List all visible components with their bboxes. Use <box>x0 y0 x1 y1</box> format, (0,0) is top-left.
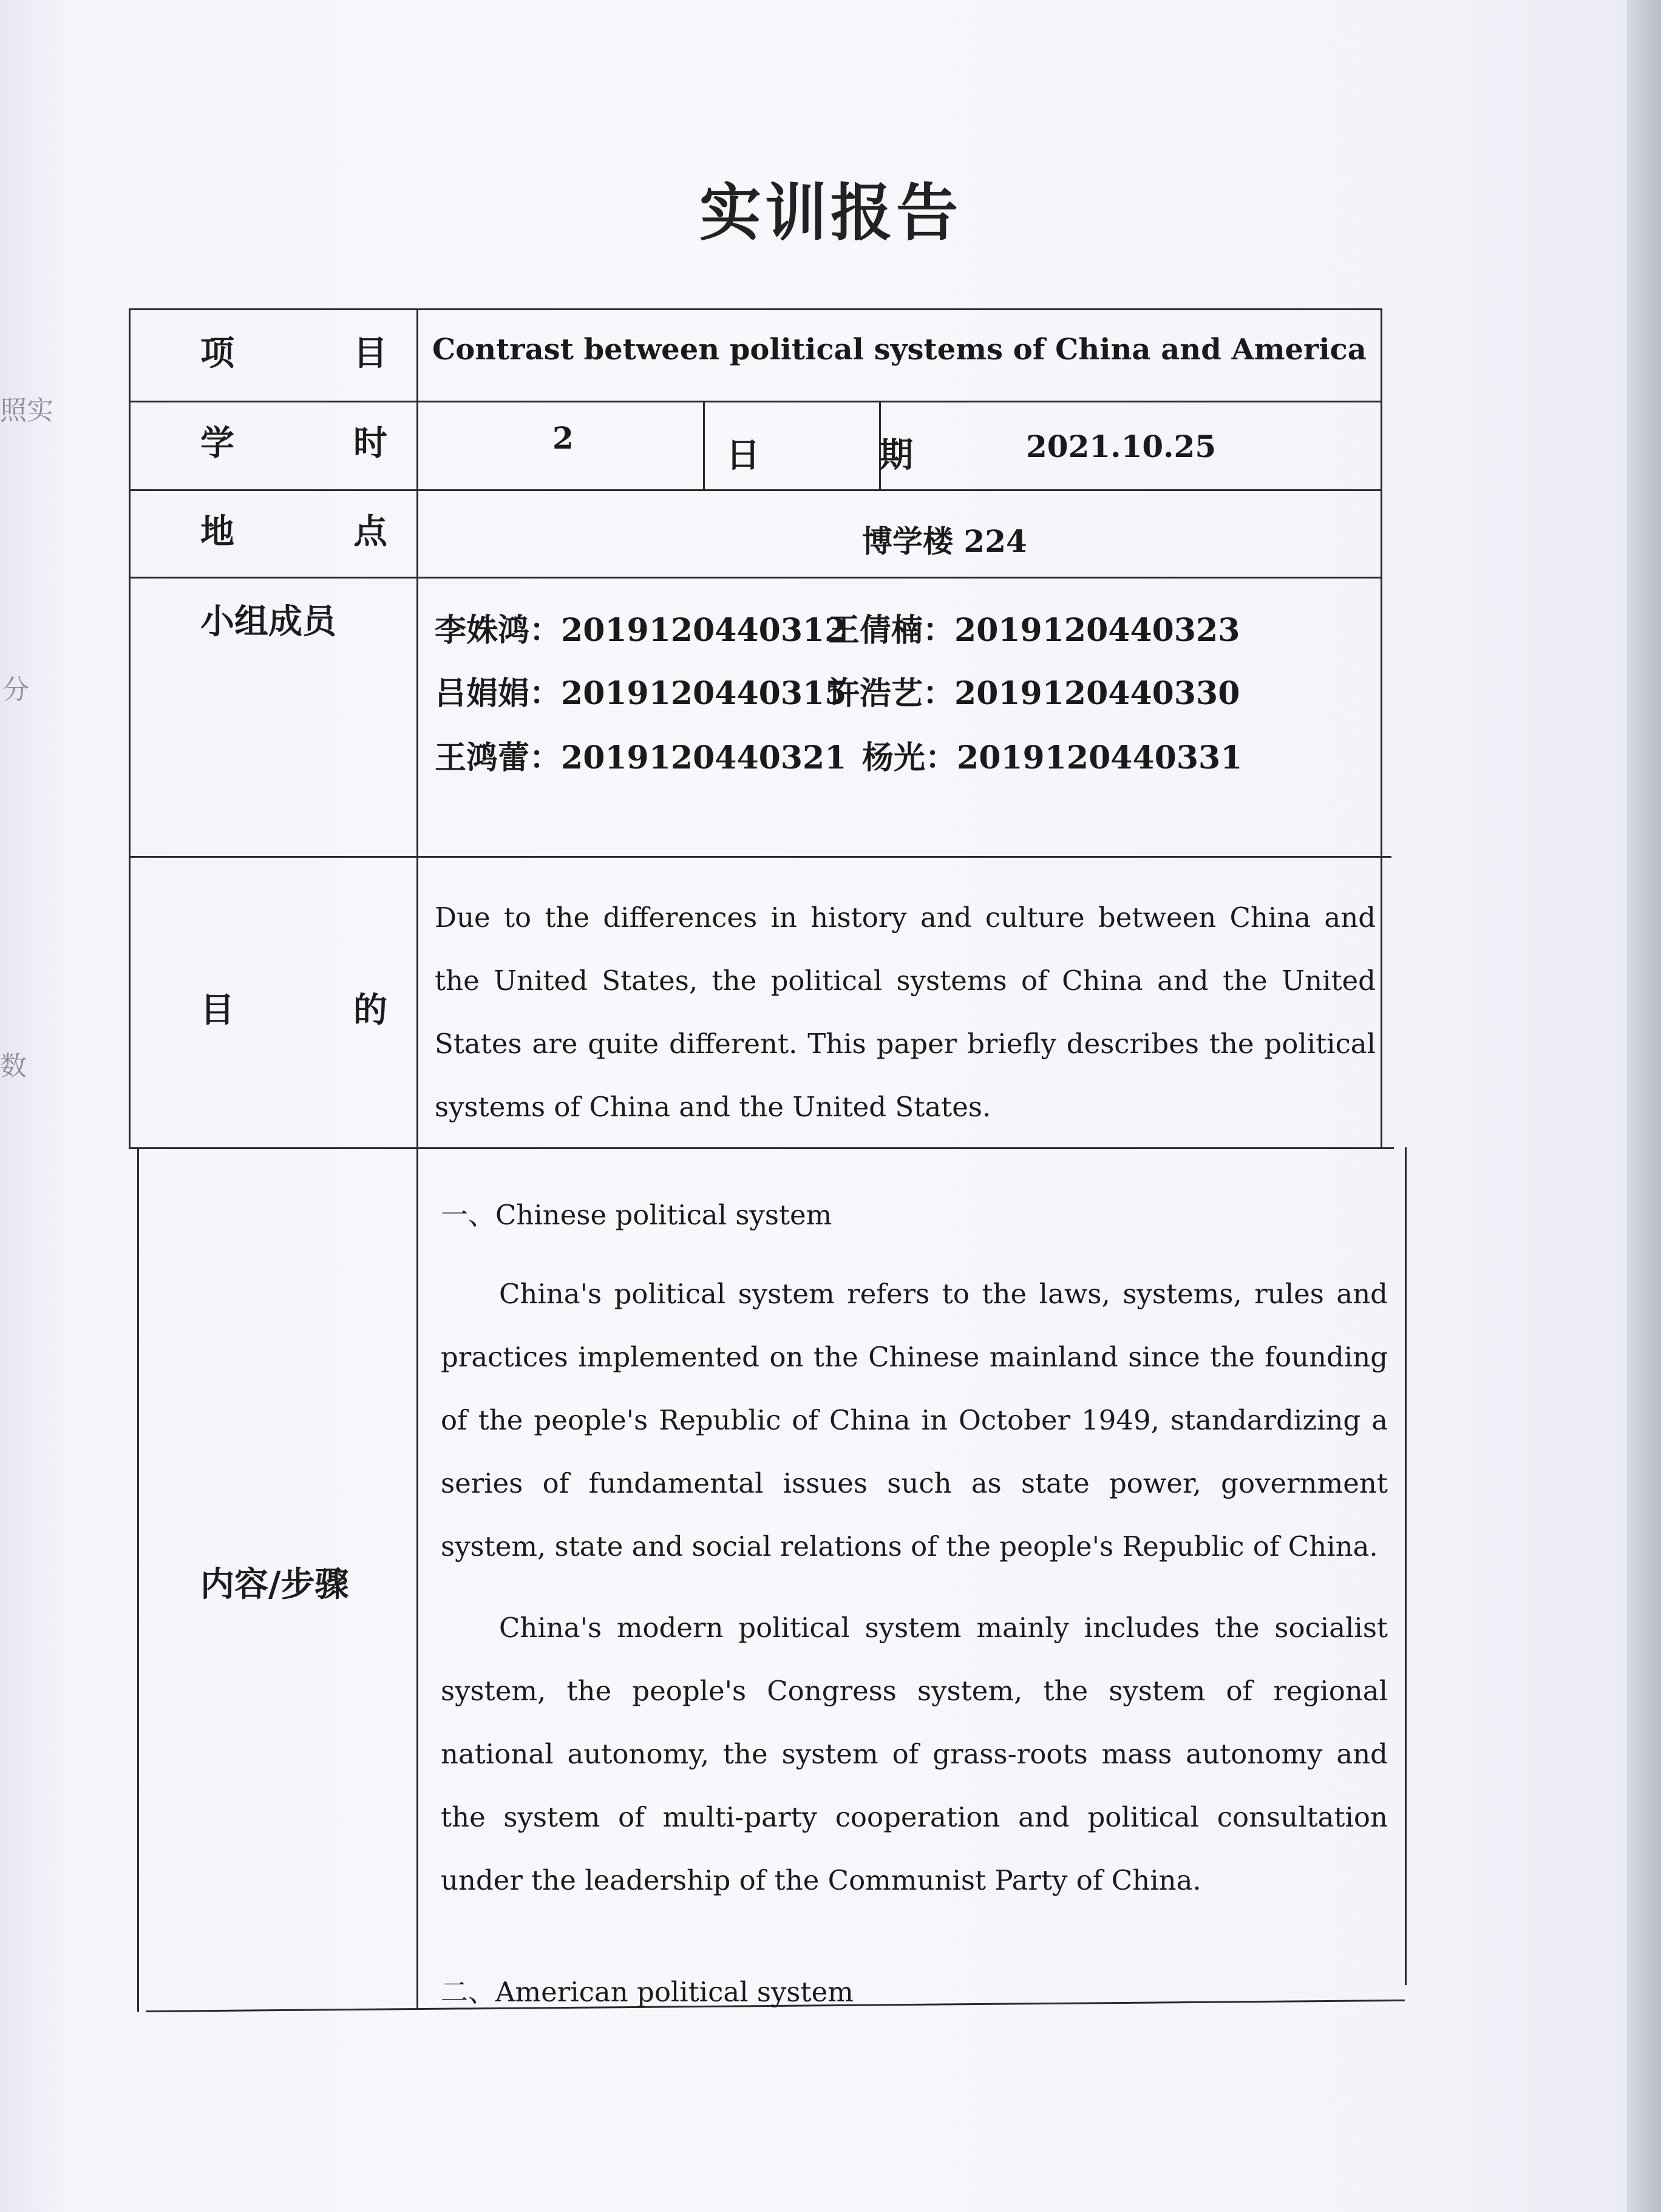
member-name: 许浩艺： <box>828 675 955 712</box>
member-name: 吕娟娟： <box>435 675 562 712</box>
location-label: 地 点 <box>200 512 430 552</box>
member-entry <box>435 668 846 713</box>
row-divider-5 <box>129 1147 1394 1149</box>
date-label: 日 期 <box>726 435 956 475</box>
date-value: 2021.10.25 <box>1026 429 1217 464</box>
location-value: 博学楼 224 <box>862 523 1027 559</box>
table-border-left <box>129 308 131 1147</box>
purpose-label: 目 的 <box>200 990 430 1030</box>
member-entry <box>435 732 846 778</box>
margin-mark-1: 照实 <box>0 395 53 426</box>
row-divider-2 <box>129 489 1382 491</box>
table-border-top <box>129 308 1382 310</box>
report-title: 实训报告 <box>699 177 962 249</box>
margin-mark-3: 数 <box>0 1051 27 1082</box>
member-name: 王鸿蕾： <box>435 739 562 776</box>
content-label: 内容/步骤 <box>200 1564 349 1604</box>
member-entry <box>435 605 846 650</box>
member-id: 2019120440315 <box>561 675 847 712</box>
member-name: 杨光： <box>862 739 957 776</box>
member-entry <box>828 605 1240 650</box>
table-border-right-lower <box>1405 1147 1407 1985</box>
member-name: 李姝鸿： <box>435 612 562 649</box>
members-label: 小组成员 <box>200 602 336 642</box>
label-column-divider <box>416 308 418 2008</box>
binding-edge <box>1627 0 1661 2212</box>
hours-date-divider <box>703 401 705 489</box>
margin-mark-2: 分 <box>2 674 29 705</box>
member-entry <box>828 668 1240 713</box>
content-heading-1: 一、Chinese political system <box>441 1199 832 1231</box>
content-paragraph-2: China's modern political system mainly includes the socialist system, the people's Congress system, the system of regional national autonomy, the system of grass-roots mass autonomy and the system of multi-party cooperation and political consultation under the leadership of the Communist Party of China. <box>441 1612 1388 1896</box>
table-border-left-lower <box>137 1147 139 2012</box>
row-divider-4 <box>129 856 1391 858</box>
row-divider-1 <box>129 401 1382 402</box>
member-id: 2019120440323 <box>954 612 1240 649</box>
hours-value: 2 <box>552 420 574 456</box>
table-border-right <box>1381 308 1382 1147</box>
purpose-text: Due to the differences in history and culture between China and the United States, the political systems of China and the United States are quite different. This paper briefly describes the political systems of China and the United States. <box>435 901 1376 1123</box>
member-id: 2019120440331 <box>957 739 1243 776</box>
hours-label: 学 时 <box>200 423 430 463</box>
project-value: Contrast between political systems of China and America <box>432 333 1367 367</box>
project-label: 项 目 <box>200 333 430 373</box>
member-id: 2019120440312 <box>561 612 847 649</box>
member-name: 王倩楠： <box>828 612 955 649</box>
row-divider-3 <box>129 577 1382 578</box>
member-id: 2019120440330 <box>954 675 1240 712</box>
member-entry <box>862 732 1242 778</box>
member-id: 2019120440321 <box>561 739 847 776</box>
content-heading-2: 二、American political system <box>441 1976 854 2008</box>
content-paragraph-1: China's political system refers to the laws, systems, rules and practices implemented on the Chinese mainland since the founding of the people's Republic of China in October 1949, standardizing a series of fundamental issues such as state power, government system, state and social relations of the people's Republic of China. <box>441 1278 1388 1562</box>
